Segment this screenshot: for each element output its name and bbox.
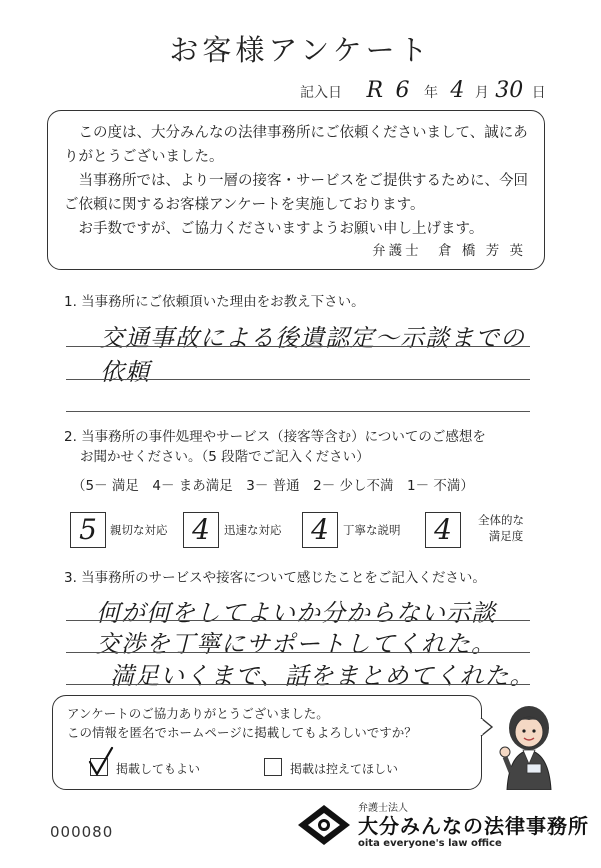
date-day: 30 [495, 78, 524, 103]
answer-rule-2 [66, 379, 530, 380]
answer-1-line-1: 交通事故による後遺認定〜示談までの [100, 324, 525, 352]
answer-rule-4 [66, 620, 530, 621]
question-2-line-1: 2. 当事務所の事件処理やサービス（接客等含む）についてのご感想を [64, 429, 486, 445]
question-3: 3. 当事務所のサービスや接客について感じたことをご記入ください。 [64, 570, 486, 586]
answer-3-line-2: 交渉を丁寧にサポートしてくれた。 [96, 630, 496, 658]
rating-explanation-value: 4 [311, 513, 329, 546]
date-era: R [366, 78, 384, 103]
staff-illustration [497, 702, 561, 790]
consent-no-checkbox[interactable] [264, 758, 282, 776]
consent-no-label: 掲載は控えてほしい [290, 762, 399, 776]
intro-paragraph-3: お手数ですが、ご協力くださいますようお願い申し上げます。 [78, 221, 484, 237]
answer-rule-5 [66, 652, 530, 653]
rating-speed-value: 4 [192, 513, 210, 546]
rating-scale: （5－ 満足 4－ まあ満足 3－ 普通 2－ 少し不満 1－ 不満） [72, 478, 474, 494]
answer-3-line-1: 何が何をしてよいか分からない示談 [96, 599, 496, 627]
rating-box-kind [70, 512, 106, 548]
rating-overall-label-1: 全体的な [478, 513, 524, 527]
logo-firm-name: 大分みんなの法律事務所 [358, 814, 589, 838]
rating-box-explanation [302, 512, 338, 548]
date-year-unit: 年 [423, 85, 438, 101]
check-mark-icon [86, 746, 116, 778]
consent-thanks: アンケートのご協力ありがとうございました。 [67, 706, 329, 721]
date-label: 記入日 [300, 85, 342, 101]
rating-explanation-label: 丁寧な説明 [343, 523, 401, 537]
entry-date [300, 78, 546, 103]
intro-message-box [47, 110, 545, 270]
answer-rule-3 [66, 411, 530, 412]
question-2-line-2: お聞かせください。（5 段階でご記入ください） [80, 449, 370, 465]
consent-yes-label: 掲載してもよい [116, 762, 201, 776]
answer-rule-6 [66, 684, 530, 685]
consent-question: この情報を匿名でホームページに掲載してもよろしいですか？ [67, 725, 417, 740]
answer-1-line-2: 依頼 [100, 358, 150, 386]
logo-english-name: oita everyone's law office [358, 838, 502, 849]
serial-number: 000080 [50, 823, 114, 841]
date-day-unit: 日 [531, 85, 546, 101]
rating-overall-value: 4 [434, 513, 452, 546]
rating-box-overall [425, 512, 461, 548]
rating-box-speed [183, 512, 219, 548]
rating-kind-label: 親切な対応 [110, 523, 168, 537]
intro-paragraph-2: 当事務所では、より一層の接客・サービスをご提供するために、今回ご依頼に関するお客様アンケートを実施しております。 [64, 173, 528, 213]
rating-speed-label: 迅速な対応 [224, 523, 282, 537]
rating-kind-value: 5 [79, 513, 97, 546]
survey-title: お客様アンケート [169, 33, 432, 67]
bubble-tail [478, 716, 494, 738]
question-1: 1. 当事務所にご依頼頂いた理由をお教え下さい。 [64, 294, 365, 310]
lawyer-signature: 弁護士 倉 橋 芳 英 [372, 243, 526, 259]
date-year: 6 [395, 78, 410, 103]
firm-logo-icon [296, 803, 352, 847]
logo-corporation-type: 弁護士法人 [358, 803, 408, 814]
intro-paragraph-1: この度は、大分みんなの法律事務所にご依頼くださいまして、誠にありがとうございました。 [64, 125, 528, 165]
date-month: 4 [450, 78, 465, 103]
answer-3-line-3: 満足いくまで、話をまとめてくれた。 [110, 662, 535, 690]
rating-overall-label-2: 満足度 [488, 529, 524, 543]
rating-overall-label [478, 512, 524, 544]
date-month-unit: 月 [474, 85, 489, 101]
answer-rule-1 [66, 346, 530, 347]
question-2 [64, 427, 486, 467]
